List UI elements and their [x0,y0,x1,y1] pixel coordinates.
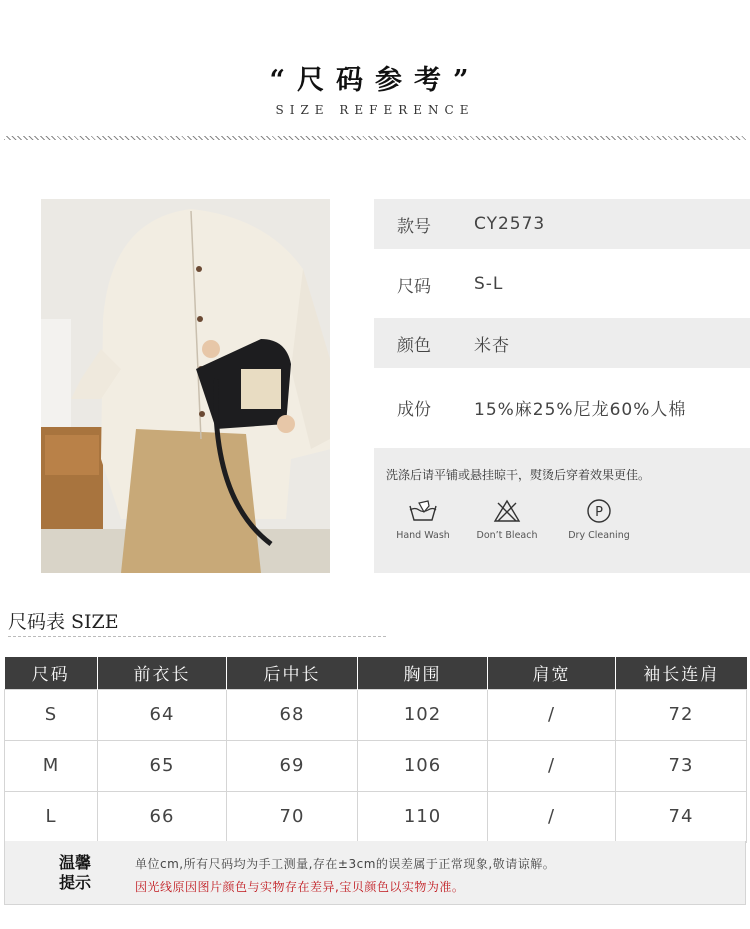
column-header: 后中长 [227,657,358,689]
tips-box [4,841,746,905]
product-photo [41,199,330,573]
table-cell: 73 [616,740,747,791]
care-label: Don’t Bleach [476,530,538,541]
table-cell: 70 [227,791,358,842]
info-row-style-number [374,199,750,249]
no-bleach-icon [492,509,522,528]
tips-line-color-notice: 因光线原因图片颜色与实物存在差异,宝贝颜色以实物为准。 [135,880,465,894]
info-value: 15%麻25%尼龙60%人棉 [474,399,687,420]
care-item-hand-wash [378,498,468,541]
divider [4,136,746,140]
column-header: 袖长连肩 [616,657,747,689]
info-value: S-L [474,274,504,294]
table-cell: M [5,740,98,791]
section-heading [0,58,750,117]
table-cell: 68 [227,689,358,740]
info-key: 颜色 [397,335,431,356]
care-label: Hand Wash [396,530,450,541]
info-row-composition [374,382,750,432]
column-header: 胸围 [358,657,488,689]
table-cell: 110 [358,791,488,842]
table-cell: 102 [358,689,488,740]
table-cell: 69 [227,740,358,791]
column-header: 肩宽 [488,657,616,689]
heading-title-cn: “尺码参考” [269,65,481,96]
column-header: 尺码 [5,657,98,689]
info-key: 款号 [397,216,431,237]
table-cell: 66 [98,791,227,842]
tips-line-measurement: 单位cm,所有尺码均为手工测量,存在±3cm的误差属于正常现象,敬请谅解。 [135,857,556,871]
table-header-row [5,657,747,689]
care-label: Dry Cleaning [568,530,630,541]
table-cell: L [5,791,98,842]
heading-title-en: SIZE REFERENCE [275,103,475,117]
table-cell: 64 [98,689,227,740]
table-cell: 106 [358,740,488,791]
info-row-size [374,259,750,309]
dry-cleaning-icon [585,505,613,528]
tips-label: 温馨提示 [58,853,91,892]
table-cell: 65 [98,740,227,791]
table-cell: S [5,689,98,740]
hand-wash-icon [406,509,440,528]
care-instructions [374,448,750,573]
table-cell: / [488,689,616,740]
info-row-color [374,318,750,368]
table-row [5,689,747,740]
svg-text:P: P [595,505,603,520]
table-cell: / [488,740,616,791]
care-item-no-bleach [462,498,552,541]
divider [8,636,386,637]
table-cell: / [488,791,616,842]
size-table-title: 尺码表 SIZE [8,611,119,633]
column-header: 前衣长 [98,657,227,689]
table-row [5,740,747,791]
info-key: 成份 [397,399,431,420]
table-cell: 72 [616,689,747,740]
size-table [4,657,747,843]
info-value: 米杏 [474,335,510,356]
info-key: 尺码 [397,276,431,297]
table-cell: 74 [616,791,747,842]
table-row [5,791,747,842]
info-value: CY2573 [474,214,546,234]
care-note: 洗涤后请平铺或悬挂晾干，熨烫后穿着效果更佳。 [386,468,651,482]
care-item-dry-cleaning [554,498,644,541]
